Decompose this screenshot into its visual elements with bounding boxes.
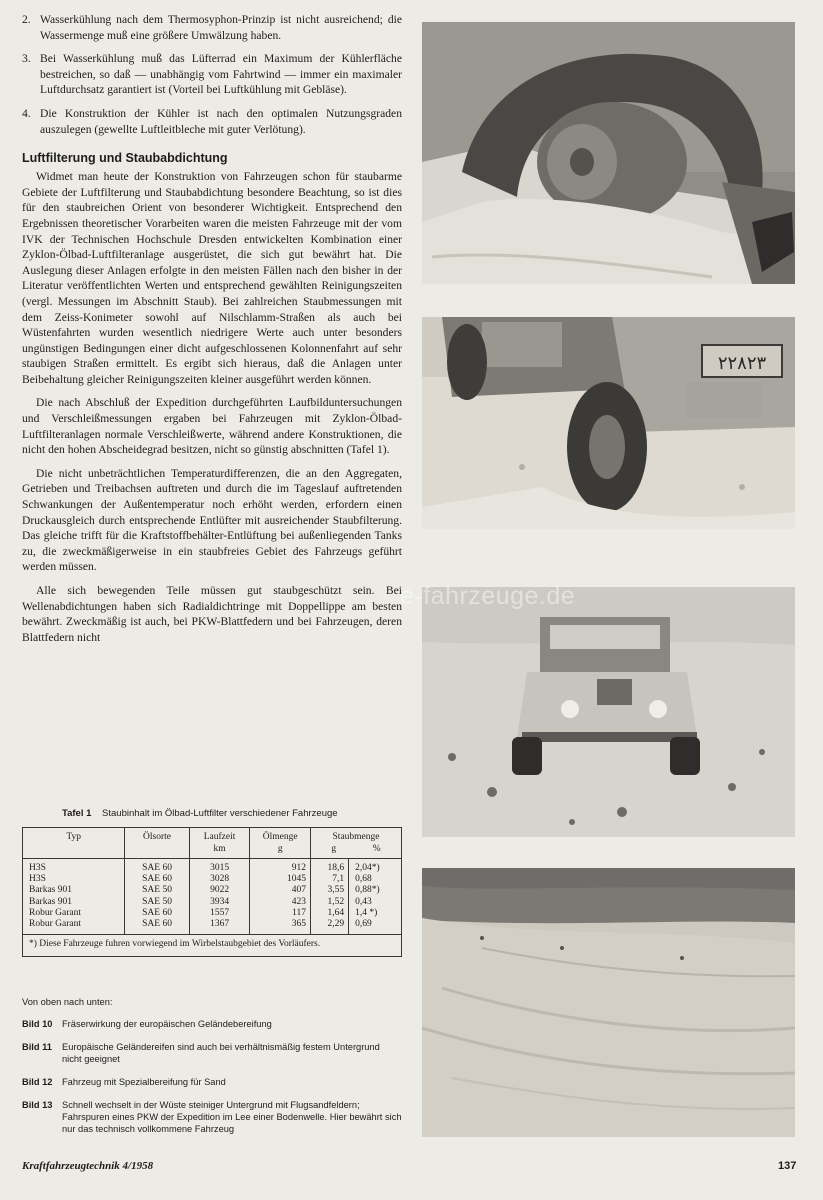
caption-label: Bild 13 [22, 1100, 53, 1110]
table-title: Staubinhalt im Ölbad-Luftfilter verschiedener Fahrzeuge [102, 808, 338, 819]
paragraph: Alle sich bewegenden Teile müssen gut staubgeschützt sein. Bei Wellenabdichtungen haben sich Radialdichtringe mit Doppellippe am besten bewährt. Zweckmäßig ist auch, bei PKW-Blattfedern und bei Fahrzeugen, deren Blattfedern nicht [22, 584, 402, 644]
watermark: e-fahrzeuge.de [400, 582, 576, 610]
caption-label: Bild 11 [22, 1042, 52, 1052]
figure-captions [22, 996, 402, 1146]
caption-bild-13 [22, 1099, 402, 1135]
caption-label: Bild 12 [22, 1077, 53, 1087]
table-footnote-row [23, 935, 402, 957]
photo-bild-11-vehicle-rear [422, 317, 795, 529]
page-number: 137 [778, 1160, 797, 1172]
caption-text: Fahrzeug mit Spezialbereifung für Sand [62, 1077, 226, 1087]
photo-bild-13-desert-tracks [422, 868, 795, 1137]
footer-journal-title: Kraftfahrzeugtechnik 4/1958 [22, 1160, 154, 1172]
header-staubmenge: Staubmenge g % [311, 828, 402, 859]
list-item-4 [22, 106, 402, 137]
photo-bild-10-tire-in-sand [422, 22, 795, 284]
table-row: H3S SAE 60 3028 1045 7,1 0,68 [23, 874, 402, 885]
dust-table [22, 827, 402, 957]
table-row: Robur Garant SAE 60 1557 117 1,64 1,4 *) [23, 908, 402, 919]
list-item-3 [22, 51, 402, 98]
list-text: Die Konstruktion der Kühler ist nach den optimalen Nutzungsgraden auszulegen (gewellte Luftleitbleche mit guter Verlötung). [40, 106, 402, 136]
list-number: 3. [22, 52, 31, 66]
caption-bild-10 [22, 1018, 402, 1030]
header-laufzeit: Laufzeit km [189, 828, 250, 859]
paragraph: Widmet man heute der Konstruktion von Fahrzeugen schon für staubarme Gebiete der Luftfilterung und Staubabdichtung besondere Beachtung, so ist dies für den staubreichen Orient von besonderer Wichtigkeit. Entsprechend den Ergebnissen theoretischer Vorarbeiten waren die meisten Fahrzeuge mit der vom IVK der Technischen Hochschule Dresden entwickelten Kombination einer Zyklon-Ölbad-Luftfilteranlage ausgerüstet, die sich gut bewährt hat. Die Auslegung dieser Anlagen erfolgte in den meisten Fällen nach den bisher in der Literatur veröffentlichten Werten und entsprechend gewählten Reinigungszeiten (vergl. Messungen im Abschnitt Staub). Bei zahlreichen Staubmessungen mit dem Zeiss-Konimeter sowohl auf Nilschlamm-Straßen als auch bei Wüstenfahrten wurden wesentlich niedrigere Werte auch unter besonders ungünstigen Bedingungen einer dicht aufgeschlossenen Kolonnenfahrt auf sehr staubigen Straßen ermittelt. Es ergibt sich hieraus, daß die Anlagen unter Beibehaltung gleicher Reinigungszeiten kleiner ausgeführt werden können. [22, 170, 402, 386]
table-row: H3S SAE 60 3015 912 18,6 2,04*) [23, 859, 402, 875]
table-caption [62, 808, 402, 819]
caption-bild-12 [22, 1076, 402, 1088]
caption-bild-11 [22, 1041, 402, 1065]
table-row: Robur Garant SAE 60 1367 365 2,29 0,69 [23, 919, 402, 935]
header-oelsorte: Ölsorte [125, 828, 189, 859]
list-number: 2. [22, 13, 31, 26]
list-number: 4. [22, 106, 31, 120]
table-header-row [23, 828, 402, 859]
license-plate-text: ٢٢٨٢٣ [717, 353, 767, 374]
dust-table-block [22, 808, 402, 957]
table-row: Barkas 901 SAE 50 9022 407 3,55 0,88*) [23, 885, 402, 896]
list-text: Bei Wasserkühlung muß das Lüfterrad ein Maximum der Kühlerfläche bestreichen, so daß — unabhängig vom Fahrtwind — immer ein maximaler Luftdurchsatz garantiert ist (Vorteil bei Luftkühlung mit Gebläse). [40, 52, 402, 97]
section-heading: Luftfilterung und Staubabdichtung [22, 151, 228, 166]
captions-intro: Von oben nach unten: [22, 997, 113, 1007]
caption-label: Bild 10 [22, 1019, 53, 1029]
paragraph: Die nach Abschluß der Expedition durchgeführten Laufbilduntersuchungen und Verschleißmessungen ergaben bei Fahrzeugen mit Zyklon-Ölbad-Luftfilteranlagen normale Verschleißwerte, während andere Konstruktionen, die nicht den hohen Abscheidegrad besitzen, nicht so günstig abschnitten (Tafel 1). [22, 396, 402, 457]
caption-text: Fräserwirkung der europäischen Geländebereifung [62, 1019, 272, 1029]
table-row: Barkas 901 SAE 50 3934 423 1,52 0,43 [23, 897, 402, 908]
caption-text: Schnell wechselt in der Wüste steiniger Untergrund mit Flugsandfeldern; Fahrspuren eines PKW der Expedition im Lee einer Bodenwelle. Hier bewährt sich nur das technisch vollkommene Fahrzeug [62, 1100, 402, 1134]
header-typ: Typ [23, 828, 125, 859]
photo-bild-12-vehicle-front [422, 587, 795, 837]
header-oelmenge: Ölmenge g [250, 828, 311, 859]
text-column [22, 12, 402, 653]
list-text: Wasserkühlung nach dem Thermosyphon-Prinzip ist nicht ausreichend; die Wassermenge muß eine größere Umwälzung haben. [40, 13, 402, 42]
caption-text: Europäische Geländereifen sind auch bei verhältnismäßig festem Untergrund nicht geeignet [62, 1042, 380, 1064]
paragraph: Die nicht unbeträchtlichen Temperaturdifferenzen, die an den Aggregaten, Getrieben und Treibachsen auftreten und durch die im Tageslauf auftretenden Schwankungen der Außentemperatur noch erhöht werden, erfordern einen Druckausgleich durch entsprechende Entlüfter mit ausreichender Staubfilterung. Das gleiche trifft für die Kraftstoffbehälter-Entlüftung bei außenliegenden Tanks zu, die zweckmäßigerweise in ein staubfreies Gebiet des Fahrzeugs geführt werden müssen. [22, 466, 402, 574]
table-label: Tafel 1 [62, 808, 92, 819]
list-item-2 [22, 12, 402, 43]
table-footnote: *) Diese Fahrzeuge fuhren vorwiegend im Wirbelstaubgebiet des Vorläufers. [23, 935, 402, 957]
